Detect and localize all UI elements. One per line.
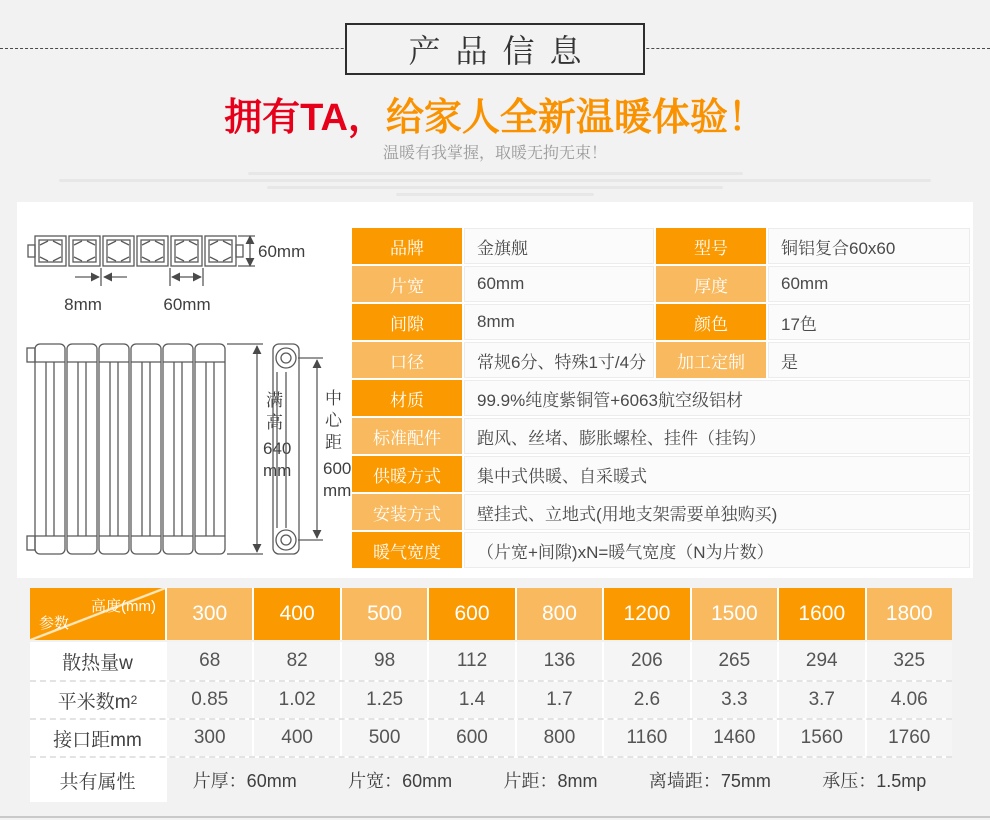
- spec-value-material: 99.9%纯度紫铜管+6063航空级铝材: [464, 380, 970, 416]
- spec-value-color: 17色: [768, 304, 970, 340]
- data-cell: 294: [779, 642, 864, 680]
- data-cell: 1.25: [342, 682, 427, 718]
- matrix-row-square-meters: [30, 680, 952, 718]
- spec-row-width-thickness: [352, 266, 970, 302]
- matrix-row-heat-output: [30, 642, 952, 680]
- data-cell: 600: [429, 720, 514, 756]
- section-title: 产品信息: [408, 33, 597, 69]
- data-cell: 1760: [867, 720, 952, 756]
- data-cell: 68: [167, 642, 252, 680]
- headline-red: 拥有TA，: [224, 97, 386, 139]
- spec-row-accessories: [352, 418, 970, 454]
- parameter-matrix-table: [30, 588, 952, 802]
- subtitle: 温暖有我掌握，取暖无拘无束！: [382, 145, 607, 162]
- common-attr-item: 离墙距：75mm: [648, 771, 771, 791]
- dim-center-value: 600: [323, 459, 352, 478]
- height-header-cell: 1800: [867, 588, 952, 640]
- common-attr-item: 承压：1.5mp: [822, 771, 927, 791]
- matrix-corner-cell: [30, 588, 165, 640]
- common-attr-item: 片宽：60mm: [348, 771, 453, 791]
- spec-value-heating-mode: 集中式供暖、自采暖式: [464, 456, 970, 492]
- dim-center-char: 距: [325, 433, 342, 452]
- watermark-text-lines: [0, 168, 990, 200]
- common-attributes-values: [167, 758, 952, 802]
- front-view: [27, 344, 263, 554]
- data-cell: 3.7: [779, 682, 864, 718]
- spec-label-model: 型号: [656, 228, 766, 264]
- corner-height-label: 高度(mm): [91, 598, 156, 615]
- radiator-technical-drawing: [17, 214, 357, 570]
- data-cell: 112: [429, 642, 514, 680]
- headline-orange: 给家人全新温暖体验！: [385, 97, 766, 139]
- spec-value-width: 60mm: [464, 266, 654, 302]
- data-cell: 800: [517, 720, 602, 756]
- data-cell: 2.6: [604, 682, 689, 718]
- matrix-row-port-distance: [30, 718, 952, 756]
- spec-row-material: [352, 380, 970, 416]
- spec-label-accessories: 标准配件: [352, 418, 462, 454]
- data-cell: 0.85: [167, 682, 252, 718]
- spec-value-accessories: 跑风、丝堵、膨胀螺栓、挂件（挂钩）: [464, 418, 970, 454]
- spec-row-install-mode: [352, 494, 970, 530]
- data-cell: 1460: [692, 720, 777, 756]
- spec-row-caliber-custom: [352, 342, 970, 378]
- matrix-row-common-attributes: [30, 756, 952, 802]
- data-cell: 1.02: [254, 682, 339, 718]
- data-cell: 136: [517, 642, 602, 680]
- page-bottom-divider: [0, 816, 990, 818]
- dim-section-height-label: 60mm: [258, 242, 306, 261]
- dim-full-height-char: 高: [266, 413, 283, 432]
- dim-center-unit: mm: [323, 481, 352, 500]
- spec-value-radiator-width: （片宽+间隙)xN=暖气宽度（N为片数）: [464, 532, 970, 568]
- data-cell: 325: [867, 642, 952, 680]
- matrix-header-row: [30, 588, 952, 640]
- data-cell: 3.3: [692, 682, 777, 718]
- corner-param-label: 参数: [39, 615, 70, 632]
- data-cell: 300: [167, 720, 252, 756]
- section-title-box: [345, 23, 645, 75]
- data-cell: 206: [604, 642, 689, 680]
- common-attr-item: 片距：8mm: [503, 771, 598, 791]
- spec-row-heating-mode: [352, 456, 970, 492]
- spec-label-install-mode: 安装方式: [352, 494, 462, 530]
- data-cell: 4.06: [867, 682, 952, 718]
- top-view: [28, 236, 255, 286]
- row-label-common-attributes: 共有属性: [30, 758, 165, 802]
- data-cell: 98: [342, 642, 427, 680]
- row-label-square-meters: 平米数m 2: [30, 682, 165, 718]
- spec-value-caliber: 常规6分、特殊1寸/4分: [464, 342, 654, 378]
- row-label-port-distance: 接口距mm: [30, 720, 165, 756]
- data-cell: 1160: [604, 720, 689, 756]
- spec-label-custom: 加工定制: [656, 342, 766, 378]
- spec-label-color: 颜色: [656, 304, 766, 340]
- data-cell: 1560: [779, 720, 864, 756]
- dim-full-height-unit: mm: [263, 461, 292, 480]
- height-header-cell: 300: [167, 588, 252, 640]
- dim-center-char: 心: [325, 411, 342, 430]
- spec-label-radiator-width: 暖气宽度: [352, 532, 462, 568]
- row-label-heat-output: 散热量w: [30, 642, 165, 680]
- spec-row-gap-color: [352, 304, 970, 340]
- spec-table: [352, 228, 970, 570]
- height-header-cell: 800: [517, 588, 602, 640]
- spec-value-custom: 是: [768, 342, 970, 378]
- spec-value-install-mode: 壁挂式、立地式(用地支架需要单独购买): [464, 494, 970, 530]
- headline: [0, 86, 990, 141]
- spec-label-gap: 间隙: [352, 304, 462, 340]
- height-header-cell: 600: [429, 588, 514, 640]
- data-cell: 82: [254, 642, 339, 680]
- spec-value-thickness: 60mm: [768, 266, 970, 302]
- common-attr-item: 片厚：60mm: [192, 771, 297, 791]
- spec-label-material: 材质: [352, 380, 462, 416]
- height-header-cell: 1200: [604, 588, 689, 640]
- height-header-cell: 500: [342, 588, 427, 640]
- spec-value-model: 铜铝复合60x60: [768, 228, 970, 264]
- data-cell: 400: [254, 720, 339, 756]
- data-cell: 265: [692, 642, 777, 680]
- data-cell: 500: [342, 720, 427, 756]
- spec-label-caliber: 口径: [352, 342, 462, 378]
- dim-section-width-label: 60mm: [163, 295, 211, 314]
- spec-row-radiator-width: [352, 532, 970, 568]
- spec-label-brand: 品牌: [352, 228, 462, 264]
- data-cell: 1.7: [517, 682, 602, 718]
- spec-label-thickness: 厚度: [656, 266, 766, 302]
- spec-label-heating-mode: 供暖方式: [352, 456, 462, 492]
- dim-gap-label: 8mm: [64, 295, 102, 314]
- height-header-cell: 1600: [779, 588, 864, 640]
- height-header-cell: 1500: [692, 588, 777, 640]
- spec-value-gap: 8mm: [464, 304, 654, 340]
- dim-full-height-char: 满: [266, 391, 283, 410]
- spec-value-brand: 金旗舰: [464, 228, 654, 264]
- dim-center-char: 中: [325, 389, 342, 408]
- spec-row-brand-model: [352, 228, 970, 264]
- product-spec-panel: [17, 202, 973, 578]
- spec-label-width: 片宽: [352, 266, 462, 302]
- data-cell: 1.4: [429, 682, 514, 718]
- height-header-cell: 400: [254, 588, 339, 640]
- dim-full-height-value: 640: [263, 439, 292, 458]
